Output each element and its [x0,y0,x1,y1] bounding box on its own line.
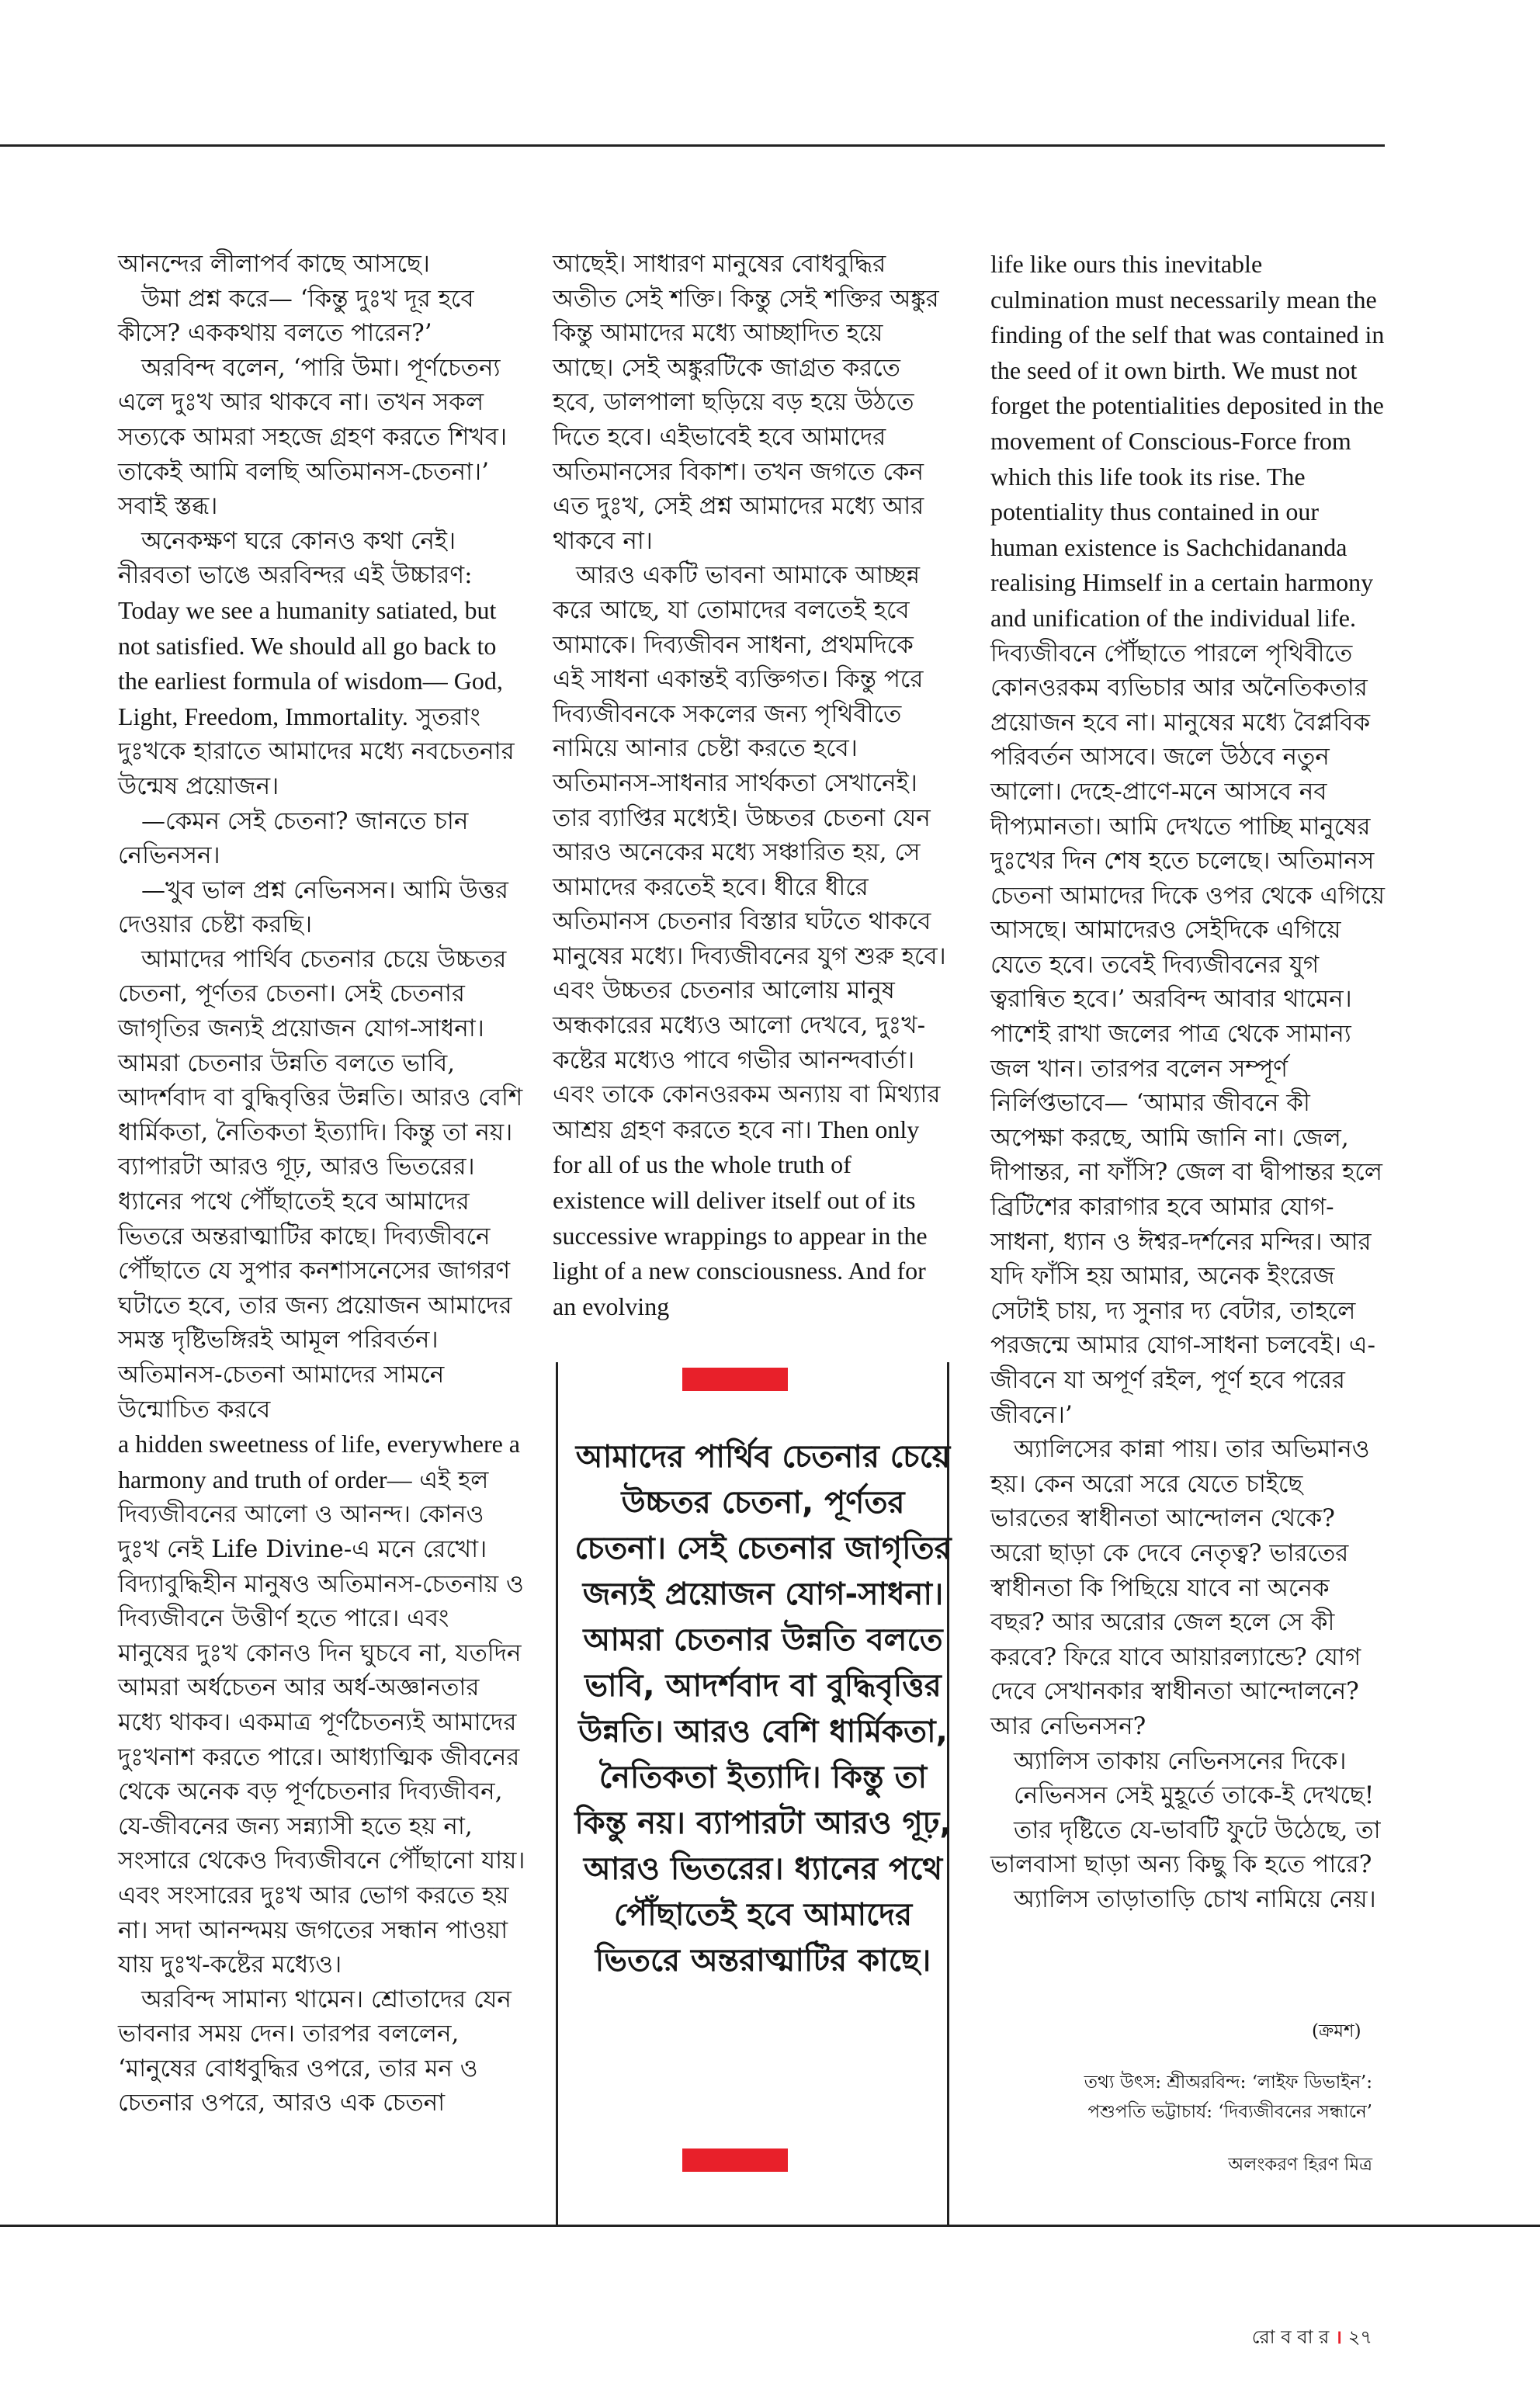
paragraph [118,1427,525,1982]
paragraph-text: দিব্যজীবনে পৌঁছাতে পারলে পৃথিবীতে কোনওরকম ব্যভিচার আর অনৈতিকতার প্রয়োজন হবে না। মানুষের মধ্যে বৈপ্লবিক পরিবর্তন আসবে। জলে উঠবে নতুন আলো। দেহে-প্রাণে-মনে আসবে নব দীপ্যমানতা। আমি দেখতে পাচ্ছি মানুষের দুঃখের দিন শেষ হতে চলেছে। অতিমানস চেতনা আমাদের দিকে ওপর থেকে এগিয়ে আসছে। আমাদেরও সেইদিকে এগিয়ে যেতে হবে। তবেই দিব্যজীবনের যুগ ত্বরান্বিত হবে।’ অরবিন্দ আবার থামেন। পাশেই রাখা জলের পাত্র থেকে সামান্য জল খান। তারপর বলেন সম্পূর্ণ নির্লিপ্তভাবে— ‘আমার জীবনে কী অপেক্ষা করছে, আমি জানি না। জেল, দীপান্তর, না ফাঁসি? জেল বা দ্বীপান্তর হলে ব্রিটিশের কারাগার হবে আমার যোগ-সাধনা, ধ্যান ও ঈশ্বর-দর্শনের মন্দির। আর যদি ফাঁসি হয় আমার, অনেক ইংরেজ সেটাই চায়, দ্য সুনার দ্য বেটার, তাহলে পরজন্মে আমার যোগ-সাধনা চলবেই। এ-জীবনে যা অপূর্ণ রইল, পূর্ণ হবে পরের জীবনে।’ [990,639,1385,1429]
folio-separator: । [1335,2325,1343,2348]
paragraph: —খুব ভাল প্রশ্ন নেভিনসন। আমি উত্তর দেওয়ার চেষ্টা করছি। [118,876,508,939]
magazine-name: রো ব বা র [1251,2326,1330,2348]
english-quote: a hidden sweetness of life, everywhere a harmony and truth of order— [118,1430,520,1493]
paragraph: অরবিন্দ সামান্য থামেন। শ্রোতাদের যেন ভাবনার সময় দেন। তারপর বললেন, ‘মানুষের বোধবুদ্ধির ওপরে, তার মন ও চেতনার ওপরে, আরও এক চেতনা [118,1985,512,2117]
bottom-rule [0,2225,1540,2227]
paragraph [118,593,525,804]
paragraph-text: আরও একটি ভাবনা আমাকে আচ্ছন্ন করে আছে, যা তোমাদের বলতেই হবে আমাকে। দিব্যজীবন সাধনা, প্রথমদিকে এই সাধনা একান্তই ব্যক্তিগত। কিন্তু পরে দিব্যজীবনকে সকলের জন্য পৃথিবীতে নামিয়ে আনার চেষ্টা করতে হবে। অতিমানস-সাধনার সার্থকতা সেখানেই। তার ব্যাপ্তির মধ্যেই। উচ্চতর চেতনা যেন আরও অনেকের মধ্যে সঞ্চারিত হয়, সে আমাদের করতেই হবে। ধীরে ধীরে অতিমানস চেতনার বিস্তার ঘটতে থাকবে মানুষের মধ্যে। দিব্যজীবনের যুগ শুরু হবে। এবং উচ্চতর চেতনার আলোয় মানুষ অন্ধকারের মধ্যেও আলো দেখবে, দুঃখ-কষ্টের মধ্যেও পাবে গভীর আনন্দবার্তা। এবং তাকে কোনওরকম অন্যায় বা মিথ্যার আশ্রয় গ্রহণ করতে হবে না। [553,561,946,1144]
english-quote: Today we see a humanity satiated, but not satisfied. We should all go back to the earliest formula of wisdom— God, Light, Freedom, Immortality. [118,595,503,730]
paragraph: উমা প্রশ্ন করে— ‘কিন্তু দুঃখ দূর হবে কীসে? এককথায় বলতে পারেন?’ [118,284,474,348]
paragraph: তার দৃষ্টিতে যে-ভাবটি ফুটে উঠেছে, তা ভালবাসা ছাড়া অন্য কিছু কি হতে পারে? [990,1816,1381,1879]
paragraph: নেভিনসন সেই মুহূর্তে তাকে-ই দেখছে! [1014,1781,1375,1810]
paragraph: আছেই। সাধারণ মানুষের বোধবুদ্ধির অতীত সেই শক্তি। কিন্তু সেই শক্তির অঙ্কুর কিন্তু আমাদের মধ্যে আচ্ছাদিত হয়ে আছে। সেই অঙ্কুরটিকে জাগ্রত করতে হবে, ডালপালা ছড়িয়ে বড় হয়ে উঠতে দিতে হবে। এইভাবেই হবে আমাদের অতিমানসের বিকাশ। তখন জগতে কেন এত দুঃখ, সেই প্রশ্ন আমাদের মধ্যে আর থাকবে না। [553,250,939,555]
top-rule [0,144,1385,147]
paragraph: অ্যালিস তাকায় নেভিনসনের দিকে। [1014,1746,1347,1775]
paragraph-text: সুতরাং দুঃখকে হারাতে আমাদের মধ্যে নবচেতনার উন্মেষ প্রয়োজন। [118,702,515,800]
pull-quote-top-bar [682,1368,788,1391]
column-1 [118,247,525,2121]
column-2 [553,247,949,1324]
paragraph-text: এই হল দিব্যজীবনের আলো ও আনন্দ। কোনও দুঃখ নেই Life Divine-এ মনে রেখো। বিদ্যাবুদ্ধিহীন মানুষও অতিমানস-চেতনায় ও দিব্যজীবনে উত্তীর্ণ হতে পারে। এবং মানুষের দুঃখ কোনও দিন ঘুচবে না, যতদিন আমরা অর্ধচেতন আর অর্ধ-অজ্ঞানতার মধ্যে থাকব। একমাত্র পূর্ণচৈতন্যই আমাদের দুঃখনাশ করতে পারে। আধ্যাত্মিক জীবনের থেকে অনেক বড় পূর্ণচেতনার দিব্যজীবন, যে-জীবনের জন্য সন্ন্যাসী হতে হয় না, সংসারে থেকেও দিব্যজীবনে পৌঁছানো যায়। এবং সংসারের দুঃখ আর ভোগ করতে হয় না। সদা আনন্দময় জগতের সন্ধান পাওয়া যায় দুঃখ-কষ্টের মধ্যেও। [118,1465,525,1979]
english-quote: life like ours this inevitable culmination must necessarily mean the finding of the self that was contained in the seed of it own birth. We must not forget the potentialities deposited in the movement of Conscious-Force from which this life took its rise. The potentiality thus contained in our human existence is Sachchidananda realising Himself in a certain harmony and unification of the individual life. [990,250,1385,632]
illustration-credit: অলংকরণ হিরণ মিত্র [1228,2155,1372,2175]
english-quote: Then only for all of us the whole truth of existence will deliver itself out of its successive wrappings to appear in the light of a new consciousness. And for an evolving [553,1115,928,1320]
paragraph [990,247,1386,1432]
paragraph: আমাদের পার্থিব চেতনার চেয়ে উচ্চতর চেতনা, পূর্ণতর চেতনা। সেই চেতনার জাগৃতির জন্যই প্রয়োজন যোগ-সাধনা। আমরা চেতনার উন্নতি বলতে ভাবি, আদর্শবাদ বা বুদ্ধিবৃত্তির উন্নতি। আরও বেশি ধার্মিকতা, নৈতিকতা ইত্যাদি। কিন্তু তা নয়। ব্যাপারটা আরও গূঢ়, আরও ভিতরের। ধ্যানের পথে পৌঁছাতেই হবে আমাদের ভিতরে অন্তরাত্মাটির কাছে। দিব্যজীবনে পৌঁছাতে যে সুপার কনশাসনেসের জাগরণ ঘটাতে হবে, তার জন্য প্রয়োজন আমাদের সমস্ত দৃষ্টিভঙ্গিরই আমূল পরিবর্তন। অতিমানস-চেতনা আমাদের সামনে উন্মোচিত করবে [118,945,523,1424]
paragraph: আনন্দের লীলাপর্ব কাছে আসছে। [118,250,430,278]
page-number: ২৭ [1348,2326,1372,2348]
paragraph: অ্যালিসের কান্না পায়। তার অভিমানও হয়। কেন অরো সরে যেতে চাইছে ভারতের স্বাধীনতা আন্দোলন থেকে? অরো ছাড়া কে দেবে নেতৃত্ব? ভারতের স্বাধীনতা কি পিছিয়ে যাবে না অনেক বছর? আর অরোর জেল হলে সে কী করবে? ফিরে যাবে আয়ারল্যান্ডে? যোগ দেবে সেখানকার স্বাধীনতা আন্দোলনে? আর নেভিনসন? [990,1435,1370,1740]
paragraph [553,558,949,1324]
pull-quote-bottom-bar [682,2148,788,2172]
column-divider-left [556,1362,558,2225]
sources-note: তথ্য উৎস: শ্রীঅরবিন্দ: ‘লাইফ ডিভাইন’: পশুপতি ভট্টাচার্য: ‘দিব্যজীবনের সন্ধানে’ [1084,2072,1372,2122]
pull-quote: আমাদের পার্থিব চেতনার চেয়ে উচ্চতর চেতনা, পূর্ণতর চেতনা। সেই চেতনার জাগৃতির জন্যই প্রয়োজন যোগ-সাধনা। আমরা চেতনার উন্নতি বলতে ভাবি, আদর্শবাদ বা বুদ্ধিবৃত্তির উন্নতি। আরও বেশি ধার্মিকতা, নৈতিকতা ইত্যাদি। কিন্তু তা কিন্তু নয়। ব্যাপারটা আরও গূঢ়, আরও ভিতরের। ধ্যানের পথে পৌঁছাতেই হবে আমাদের ভিতরে অন্তরাত্মাটির কাছে। [574,1439,952,1979]
column-3 [990,247,1386,1917]
paragraph: —কেমন সেই চেতনা? জানতে চান নেভিনসন। [118,806,469,870]
paragraph: অরবিন্দ বলেন, ‘পারি উমা। পূর্ণচেতন্য এলে দুঃখ আর থাকবে না। তখন সকল সত্যকে আমরা সহজে গ্রহণ করতে শিখব। তাকেই আমি বলছি অতিমানস-চেতনা।’ সবাই স্তব্ধ। [118,353,508,521]
page-folio [1252,2323,1372,2354]
paragraph: অ্যালিস তাড়াতাড়ি চোখ নামিয়ে নেয়। [1014,1885,1376,1913]
paragraph: অনেকক্ষণ ঘরে কোনও কথা নেই। নীরবতা ভাঙে অরবিন্দর এই উচ্চারণ: [118,526,473,590]
continued-label: (ক্রমশ) [1312,2021,1361,2041]
